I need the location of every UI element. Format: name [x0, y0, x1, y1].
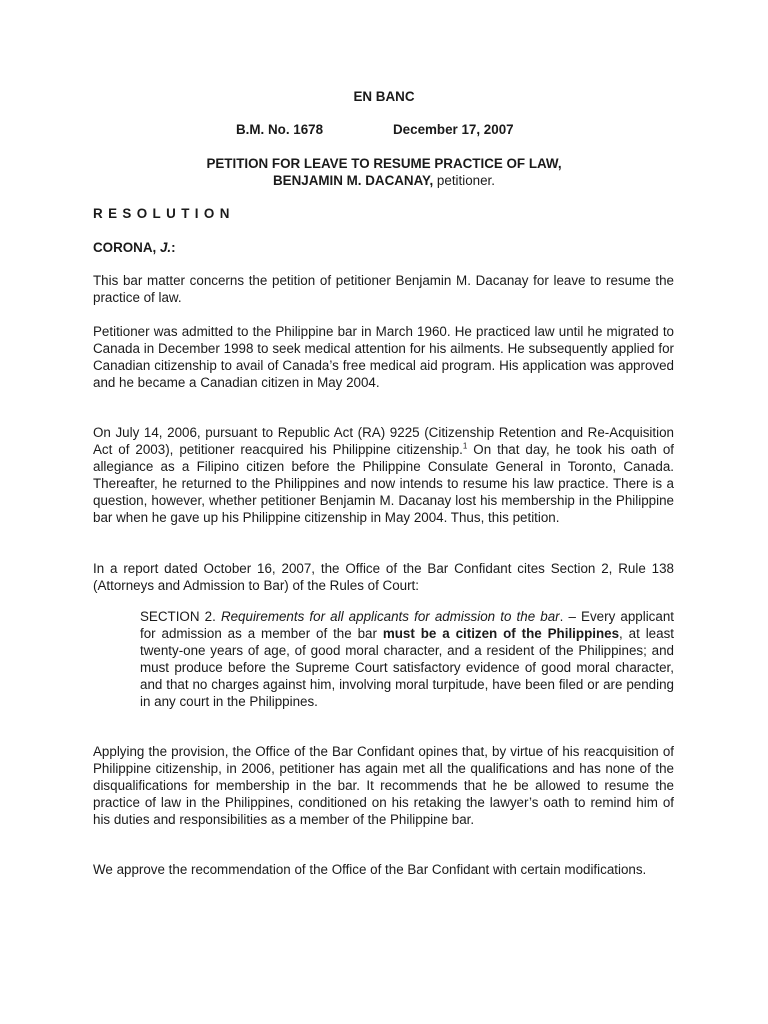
quote-text-a: . – Every applicant for admission as a member of the bar [140, 609, 674, 641]
case-title-line-2 [0, 172, 768, 189]
paragraph-4: In a report dated October 16, 2007, the Office of the Bar Confidant cites Section 2, Rule 138 (Attorneys and Admission to Bar) of the Rules of Court: [93, 561, 674, 593]
quote-section-label: SECTION 2. [140, 609, 221, 624]
footnote-marker-1[interactable]: 1 [462, 441, 468, 451]
paragraph-1: This bar matter concerns the petition of petitioner Benjamin M. Dacanay for leave to resume the practice of law. [93, 273, 674, 305]
division-heading: EN BANC [353, 89, 415, 104]
quote-emphasis: must be a citizen of the Philippines [382, 625, 620, 641]
case-title-line-1: PETITION FOR LEAVE TO RESUME PRACTICE OF LAW, [206, 156, 562, 171]
ponente-name: CORONA, [93, 240, 160, 255]
paragraph-6: We approve the recommendation of the Office of the Bar Confidant with certain modifications. [93, 862, 647, 877]
paragraph-2: Petitioner was admitted to the Philippine bar in March 1960. He practiced law until he migrated to Canada in December 1998 to seek medical attention for his ailments. He subsequently applied for Canadian citizenship to avail of Canada’s free medical aid program. His application was approved and he became a Canadian citizen in May 2004. [93, 324, 674, 390]
paragraph-3 [93, 425, 674, 526]
petitioner-name: BENJAMIN M. DACANAY, [272, 173, 434, 188]
ponente-colon: : [171, 240, 176, 255]
paragraph-5: Applying the provision, the Office of the Bar Confidant opines that, by virtue of his reacquisition of Philippine citizenship, in 2006, petitioner has again met all the qualifications and has none of the disqualifications for membership in the bar. It recommends that he be allowed to resume the practice of law in the Philippines, conditioned on his retaking the lawyer’s oath to remind him of his duties and responsibilities as a member of the Philippine bar. [93, 744, 674, 827]
decision-date: December 17, 2007 [393, 122, 514, 137]
paragraph-3-text-a: On July 14, 2006, pursuant to Republic Act (RA) 9225 (Citizenship Retention and Re-Acquisition Act of 2003), petitioner reacquired his Philippine citizenship. [93, 425, 674, 457]
ponente [93, 239, 176, 256]
block-quote-section-2 [140, 609, 674, 710]
petitioner-role: petitioner. [433, 173, 495, 188]
ponente-title: J. [159, 240, 172, 255]
bar-matter-number: B.M. No. 1678 [236, 122, 324, 137]
quote-text-b: , at least twenty-one years of age, of good moral character, and a resident of the Philippines; and must produce before the Supreme Court satisfactory evidence of good moral character, and that no charges against him, involving moral turpitude, have been filed or are pending in any court in the Philippines. [140, 625, 674, 709]
resolution-heading: RESOLUTION [93, 206, 235, 221]
paragraph-3-text-b: On that day, he took his oath of allegiance as a Filipino citizen before the Philippine Consulate General in Toronto, Canada. Thereafter, he returned to the Philippines and now intends to resume his law practice. There is a question, however, whether petitioner Benjamin M. Dacanay lost his membership in the Philippine bar when he gave up his Philippine citizenship in May 2004. Thus, this petition. [93, 441, 674, 525]
quote-section-title: Requirements for all applicants for admission to the bar [220, 609, 560, 624]
